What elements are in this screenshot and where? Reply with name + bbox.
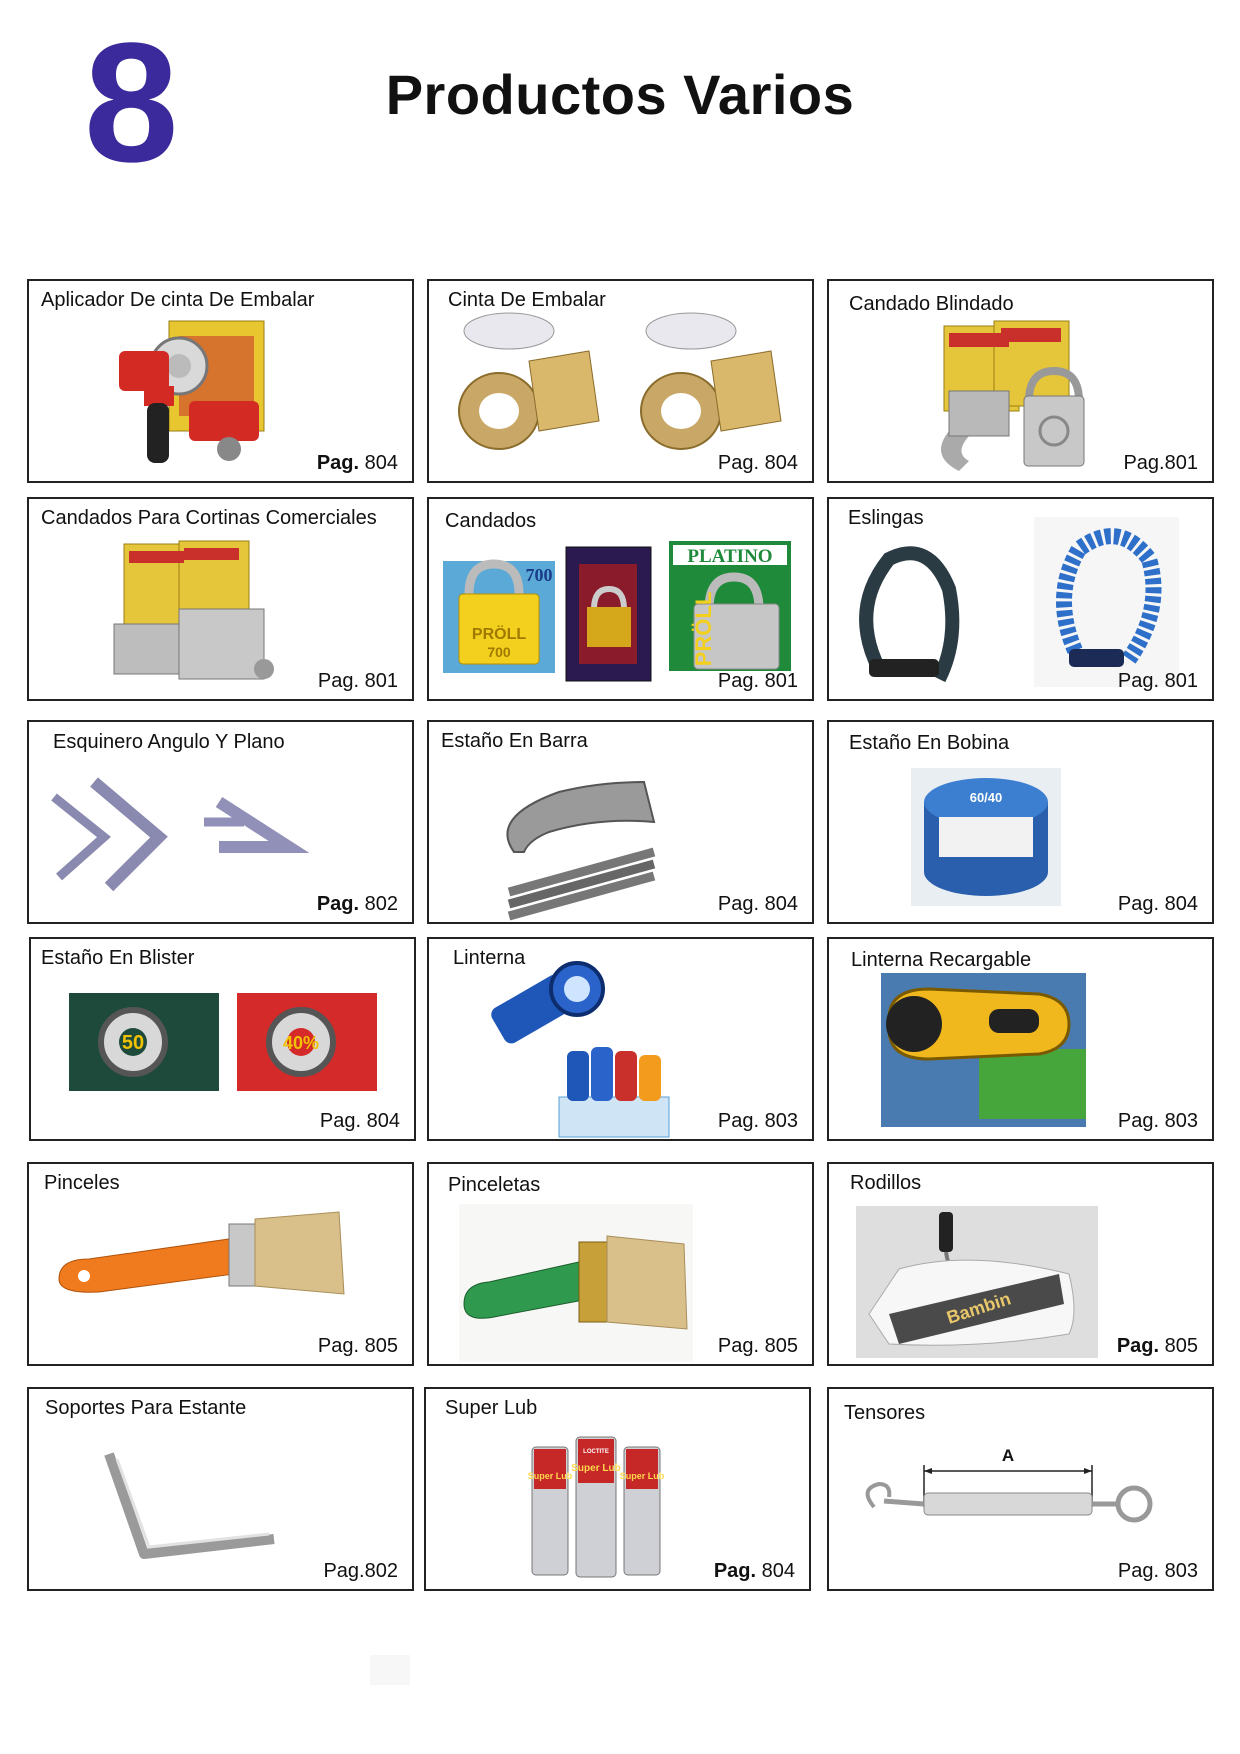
product-title: Super Lub [445,1397,538,1419]
page-reference[interactable] [1118,1110,1198,1133]
pag-number: 802 [364,1560,398,1582]
pag-number: 801 [364,670,398,692]
page-reference[interactable] [714,1560,795,1583]
product-card[interactable] [827,497,1214,701]
product-card[interactable] [27,1162,414,1366]
product-title: Aplicador De cinta De Embalar [41,289,315,311]
product-card[interactable] [427,497,814,701]
product-title: Candado Blindado [849,293,1014,315]
spray-name: Super Lub [619,1471,665,1481]
pag-label: Pag. [1123,452,1165,474]
pag-number: 804 [764,893,798,915]
page-reference[interactable] [317,893,398,916]
pag-label: Pag. [717,452,760,474]
product-title: Linterna Recargable [851,949,1032,971]
product-title: Candados Para Cortinas Comerciales [41,507,377,529]
pag-label: Pag. [1116,1335,1160,1357]
product-card[interactable] [27,279,414,483]
product-title: Linterna [453,947,526,969]
spray-name: Super Lub [571,1463,621,1474]
page-reference[interactable] [718,893,798,916]
blister-label: 50 [121,1032,145,1054]
spray-brand: LOCTITE [583,1449,609,1455]
page-reference[interactable] [718,670,798,693]
pag-number: 804 [1164,893,1198,915]
page-reference[interactable] [320,1110,400,1133]
page-reference[interactable] [1118,670,1198,693]
product-card[interactable] [427,1162,814,1366]
pag-label: Pag. [1117,1110,1160,1132]
product-title: Estaño En Barra [441,730,588,752]
product-title: Pinceletas [448,1174,541,1196]
page-reference[interactable] [718,1335,798,1358]
page-smudge [370,1655,410,1685]
product-card[interactable] [427,279,814,483]
pag-number: 804 [764,452,798,474]
pag-label: Pag. [323,1560,365,1582]
padlock-model: 700 [487,644,511,660]
dimension-label: A [1001,1446,1015,1465]
roller-brand: Bambin [944,1288,1014,1328]
product-title: Candados [445,510,537,532]
product-card[interactable] [827,937,1214,1141]
product-title: Estaño En Blister [41,947,195,969]
product-card[interactable] [27,720,414,924]
pag-label: Pag. [317,670,360,692]
pag-label: Pag. [713,1560,757,1582]
page-reference[interactable] [318,670,398,693]
product-card[interactable] [427,937,814,1141]
product-title: Tensores [844,1402,926,1424]
page-reference[interactable] [1118,1560,1198,1583]
product-card[interactable] [827,1387,1214,1591]
page-title: Productos Varios [385,63,855,126]
product-title: Cinta De Embalar [448,289,606,311]
chapter-number: 8 [84,8,179,198]
pag-number: 803 [1164,1560,1198,1582]
product-title: Esquinero Angulo Y Plano [53,731,285,753]
page-reference[interactable] [718,1110,798,1133]
page-reference[interactable] [318,1335,398,1358]
pag-number: 801 [764,670,798,692]
product-title: Eslingas [848,507,924,529]
pag-label: Pag. [717,670,760,692]
pag-label: Pag. [717,893,760,915]
solder-ratio: 60/40 [969,790,1003,805]
padlock-brand: PRÖLL [691,591,716,667]
page-reference[interactable] [1117,1335,1198,1358]
padlock-brand: PRÖLL [471,626,527,643]
padlock-box-model: 700 [525,565,553,585]
pag-label: Pag. [316,452,360,474]
pag-label: Pag. [717,1110,760,1132]
spray-name: Super Lub [527,1471,573,1481]
pag-number: 802 [364,893,398,915]
product-card[interactable] [827,279,1214,483]
product-title: Soportes Para Estante [45,1397,247,1419]
page-reference[interactable] [718,452,798,475]
page-reference[interactable] [317,452,398,475]
product-title: Pinceles [44,1172,120,1194]
product-card[interactable] [827,1162,1214,1366]
padlock-brand: PLATINO [687,546,773,567]
product-title: Rodillos [850,1172,922,1194]
product-card[interactable] [29,937,416,1141]
page-reference[interactable] [323,1560,398,1583]
pag-label: Pag. [319,1110,362,1132]
product-card[interactable] [424,1387,811,1591]
product-card[interactable] [27,1387,414,1591]
pag-number: 805 [1164,1335,1198,1357]
pag-number: 801 [1164,452,1198,474]
pag-label: Pag. [1117,670,1160,692]
page-reference[interactable] [1118,893,1198,916]
page-reference[interactable] [1123,452,1198,475]
pag-label: Pag. [1117,1560,1160,1582]
pag-label: Pag. [317,1335,360,1357]
pag-number: 801 [1164,670,1198,692]
product-card[interactable] [27,497,414,701]
pag-number: 804 [761,1560,795,1582]
product-title: Estaño En Bobina [849,732,1010,754]
pag-label: Pag. [316,893,360,915]
pag-number: 805 [364,1335,398,1357]
pag-label: Pag. [1117,893,1160,915]
pag-label: Pag. [717,1335,760,1357]
product-card[interactable] [827,720,1214,924]
pag-number: 803 [764,1110,798,1132]
pag-number: 804 [364,452,398,474]
blister-label: 40% [282,1033,320,1053]
product-card[interactable] [427,720,814,924]
pag-number: 804 [366,1110,400,1132]
pag-number: 805 [764,1335,798,1357]
pag-number: 803 [1164,1110,1198,1132]
